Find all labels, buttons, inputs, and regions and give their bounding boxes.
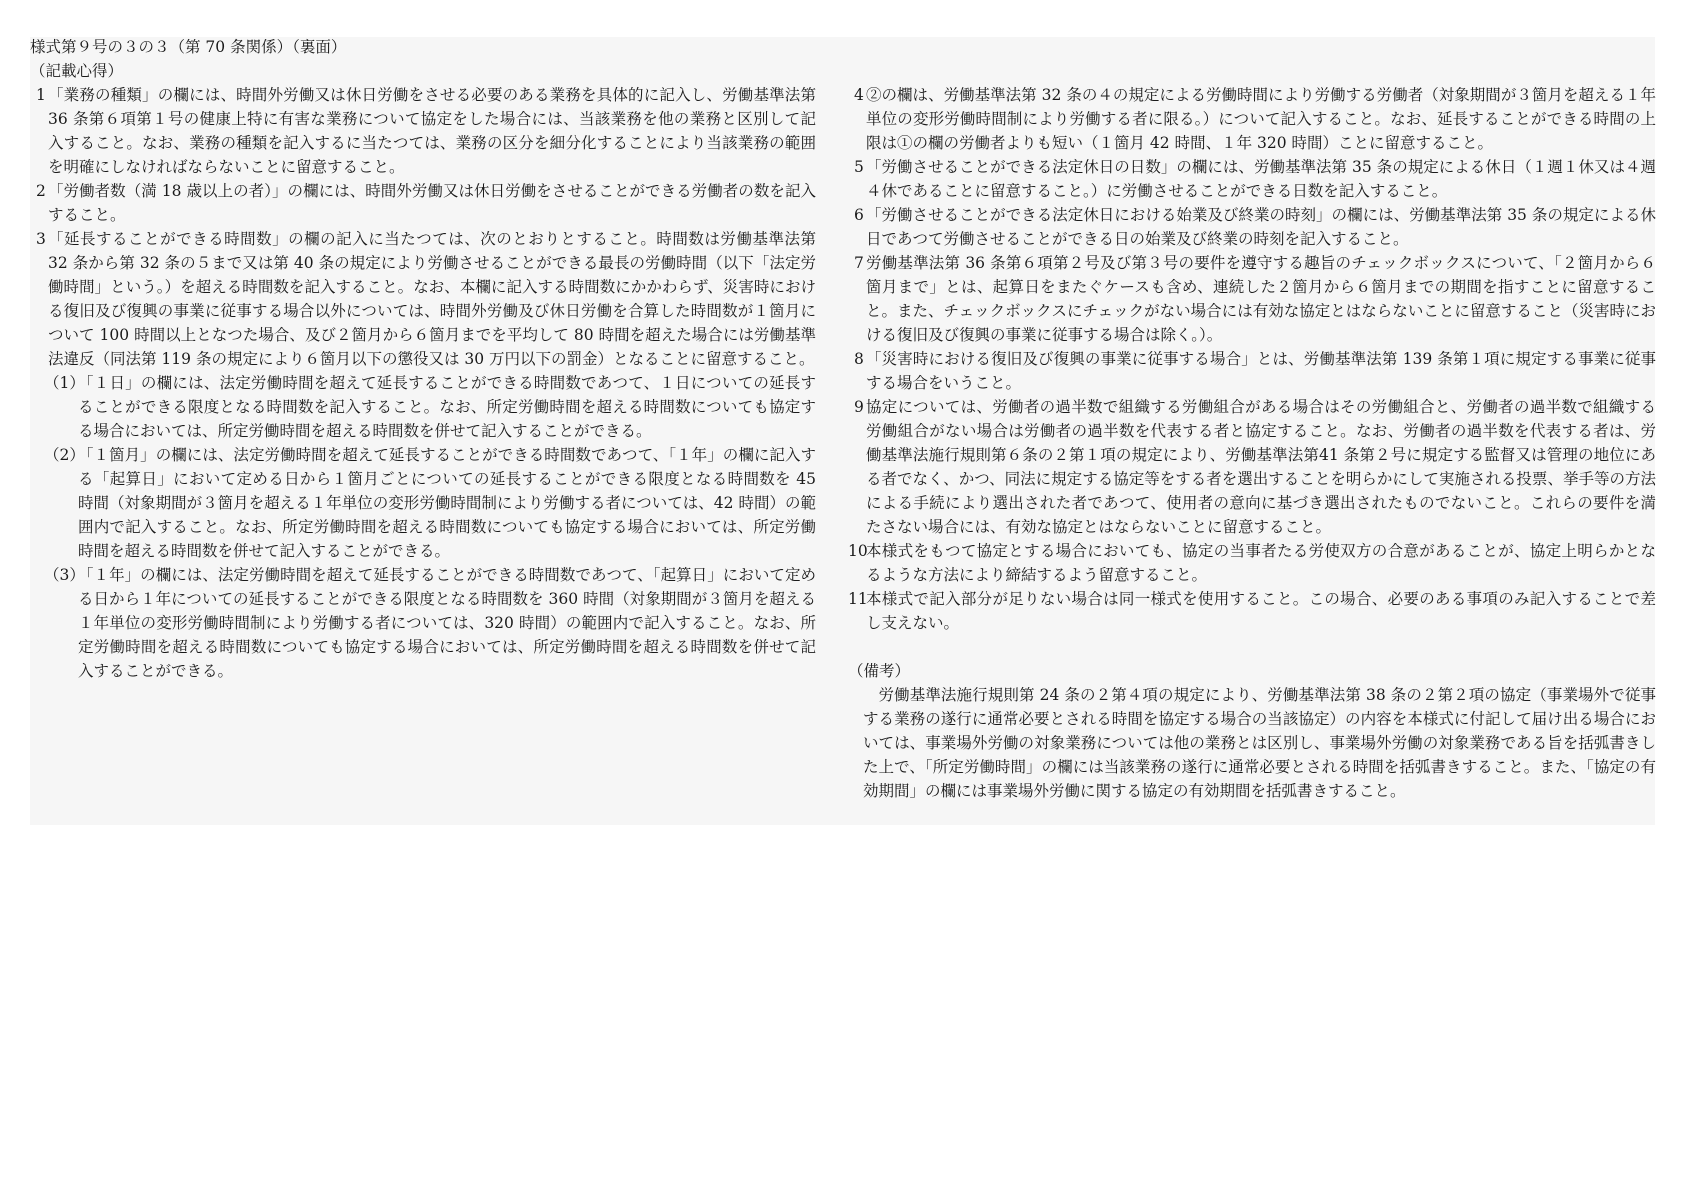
sub-item-number: （2） xyxy=(44,446,85,464)
item-number: 11 xyxy=(848,590,868,608)
section-spacer xyxy=(848,635,1656,659)
instructions-heading: （記載心得） xyxy=(30,62,124,80)
sub-item-text: 「１箇月」の欄には、法定労働時間を超えて延長することができる時間数であつて、「１年」の欄に記入する「起算日」において定める日から１箇月ごとについての延長することができる限度となる時間数を 45 時間（対象期間が３箇月を超える１年単位の変形労働時間制により労働する者については、42 時間）の範囲内で記入すること。なお、所定労働時間を超える時間数についても協定する場合においては、所定労働時間を超える時間数を併せて記入することができる。 xyxy=(78,446,816,560)
item-number: 7 xyxy=(854,254,864,272)
item-number: 2 xyxy=(36,182,46,200)
instruction-item-2 xyxy=(30,179,816,227)
left-column xyxy=(30,59,816,683)
sub-item-number: （3） xyxy=(44,566,85,584)
right-column xyxy=(848,83,1656,803)
instruction-item-7 xyxy=(848,251,1656,347)
sub-item-1 xyxy=(30,371,816,443)
item-text: 「労働者数（満 18 歳以上の者）」の欄には、時間外労働又は休日労働をさせることができる労働者の数を記入すること。 xyxy=(48,182,816,224)
remarks-heading: （備考） xyxy=(848,662,911,680)
sub-item-2 xyxy=(30,443,816,563)
item-text: 「災害時における復旧及び復興の事業に従事する場合」とは、労働基準法第 139 条第１項に規定する事業に従事する場合をいうこと。 xyxy=(866,350,1656,392)
item-text: 「労働させることができる法定休日における始業及び終業の時刻」の欄には、労働基準法第 35 条の規定による休日であつて労働させることができる日の始業及び終業の時刻を記入すること。 xyxy=(866,206,1656,248)
instruction-item-5 xyxy=(848,155,1656,203)
instruction-item-8 xyxy=(848,347,1656,395)
sub-item-text: 「１日」の欄には、法定労働時間を超えて延長することができる時間数であつて、１日についての延長することができる限度となる時間数を記入すること。なお、所定労働時間を超える時間数についても協定する場合においては、所定労働時間を超える時間数を併せて記入することができる。 xyxy=(78,374,816,440)
instruction-item-4 xyxy=(848,83,1656,155)
item-number: 6 xyxy=(854,206,864,224)
item-text: ②の欄は、労働基準法第 32 条の４の規定による労働時間により労働する労働者（対象期間が３箇月を超える１年単位の変形労働時間制により労働する者に限る。）について記入すること。なお、延長することができる時間の上限は①の欄の労働者よりも短い（１箇月 42 時間、１年 320 時間）ことに留意すること。 xyxy=(866,86,1656,152)
item-text: 本様式で記入部分が足りない場合は同一様式を使用すること。この場合、必要のある事項のみ記入することで差し支えない。 xyxy=(866,590,1656,632)
instruction-item-6 xyxy=(848,203,1656,251)
sub-item-3 xyxy=(30,563,816,683)
document-title: 様式第９号の３の３（第 70 条関係）（裏面） xyxy=(30,38,347,56)
item-text: 本様式をもつて協定とする場合においても、協定の当事者たる労使双方の合意があることが、協定上明らかとなるような方法により締結するよう留意すること。 xyxy=(866,542,1656,584)
instruction-item-11 xyxy=(848,587,1656,635)
sub-item-text: 「１年」の欄には、法定労働時間を超えて延長することができる時間数であつて、「起算日」において定める日から１年についての延長することができる限度となる時間数を 360 時間（対象期間が３箇月を超える１年単位の変形労働時間制により労働する者については、320 時間）の範囲内で記入すること。なお、所定労働時間を超える時間数についても協定する場合においては、所定労働時間を超える時間数を併せて記入することができる。 xyxy=(78,566,816,680)
item-number: 8 xyxy=(854,350,864,368)
item-number: 9 xyxy=(854,398,864,416)
item-text: 「延長することができる時間数」の欄の記入に当たつては、次のとおりとすること。時間数は労働基準法第 32 条から第 32 条の５まで又は第 40 条の規定により労働させることができる最長の労働時間（以下「法定労働時間」という。）を超える時間数を記入すること。なお、本欄に記入する時間数にかかわらず、災害時における復旧及び復興の事業に従事する場合以外については、時間外労働及び休日労働を合算した時間数が１箇月について 100 時間以上となつた場合、及び２箇月から６箇月までを平均して 80 時間を超えた場合には労働基準法違反（同法第 119 条の規定により６箇月以下の懲役又は 30 万円以下の罰金）となることに留意すること。 xyxy=(48,230,816,368)
instruction-item-1 xyxy=(30,83,816,179)
item-text: 「業務の種類」の欄には、時間外労働又は休日労働をさせる必要のある業務を具体的に記入し、労働基準法第 36 条第６項第１号の健康上特に有害な業務について協定をした場合には、当該業務を他の業務と区別して記入すること。なお、業務の種類を記入するに当たつては、業務の区分を細分化することにより当該業務の範囲を明確にしなければならないことに留意すること。 xyxy=(48,86,816,176)
item-number: 5 xyxy=(854,158,864,176)
sub-item-number: （1） xyxy=(44,374,85,392)
item-text: 協定については、労働者の過半数で組織する労働組合がある場合はその労働組合と、労働者の過半数で組織する労働組合がない場合は労働者の過半数を代表する者と協定すること。なお、労働者の過半数を代表する者は、労働基準法施行規則第６条の２第１項の規定により、労働基準法第41 条第２号に規定する監督又は管理の地位にある者でなく、かつ、同法に規定する協定等をする者を選出することを明らかにして実施される投票、挙手等の方法による手続により選出された者であつて、使用者の意向に基づき選出されたものでないこと。これらの要件を満たさない場合には、有効な協定とはならないことに留意すること。 xyxy=(866,398,1656,536)
item-text: 「労働させることができる法定休日の日数」の欄には、労働基準法第 35 条の規定による休日（１週１休又は４週４休であることに留意すること。）に労働させることができる日数を記入すること。 xyxy=(866,158,1656,200)
remarks-text: 労働基準法施行規則第 24 条の２第４項の規定により、労働基準法第 38 条の２第２項の協定（事業場外で従事する業務の遂行に通常必要とされる時間を協定する場合の当該協定）の内容を本様式に付記して届け出る場合においては、事業場外労働の対象業務については他の業務とは区別し、事業場外労働の対象業務である旨を括弧書きした上で、「所定労働時間」の欄には当該業務の遂行に通常必要とされる時間を括弧書きすること。また、「協定の有効期間」の欄には事業場外労働に関する協定の有効期間を括弧書きすること。 xyxy=(863,686,1656,800)
instruction-item-9 xyxy=(848,395,1656,539)
item-number: 10 xyxy=(848,542,868,560)
item-number: 3 xyxy=(36,230,46,248)
item-number: 1 xyxy=(36,86,46,104)
item-number: 4 xyxy=(854,86,864,104)
item-text: 労働基準法第 36 条第６項第２号及び第３号の要件を遵守する趣旨のチェックボックスについて、「２箇月から６箇月まで」とは、起算日をまたぐケースも含め、連続した２箇月から６箇月までの期間を指すことに留意すること。また、チェックボックスにチェックがない場合には有効な協定とはならないことに留意すること（災害時における復旧及び復興の事業に従事する場合は除く。）。 xyxy=(866,254,1656,344)
instruction-item-3 xyxy=(30,227,816,371)
instruction-item-10 xyxy=(848,539,1656,587)
